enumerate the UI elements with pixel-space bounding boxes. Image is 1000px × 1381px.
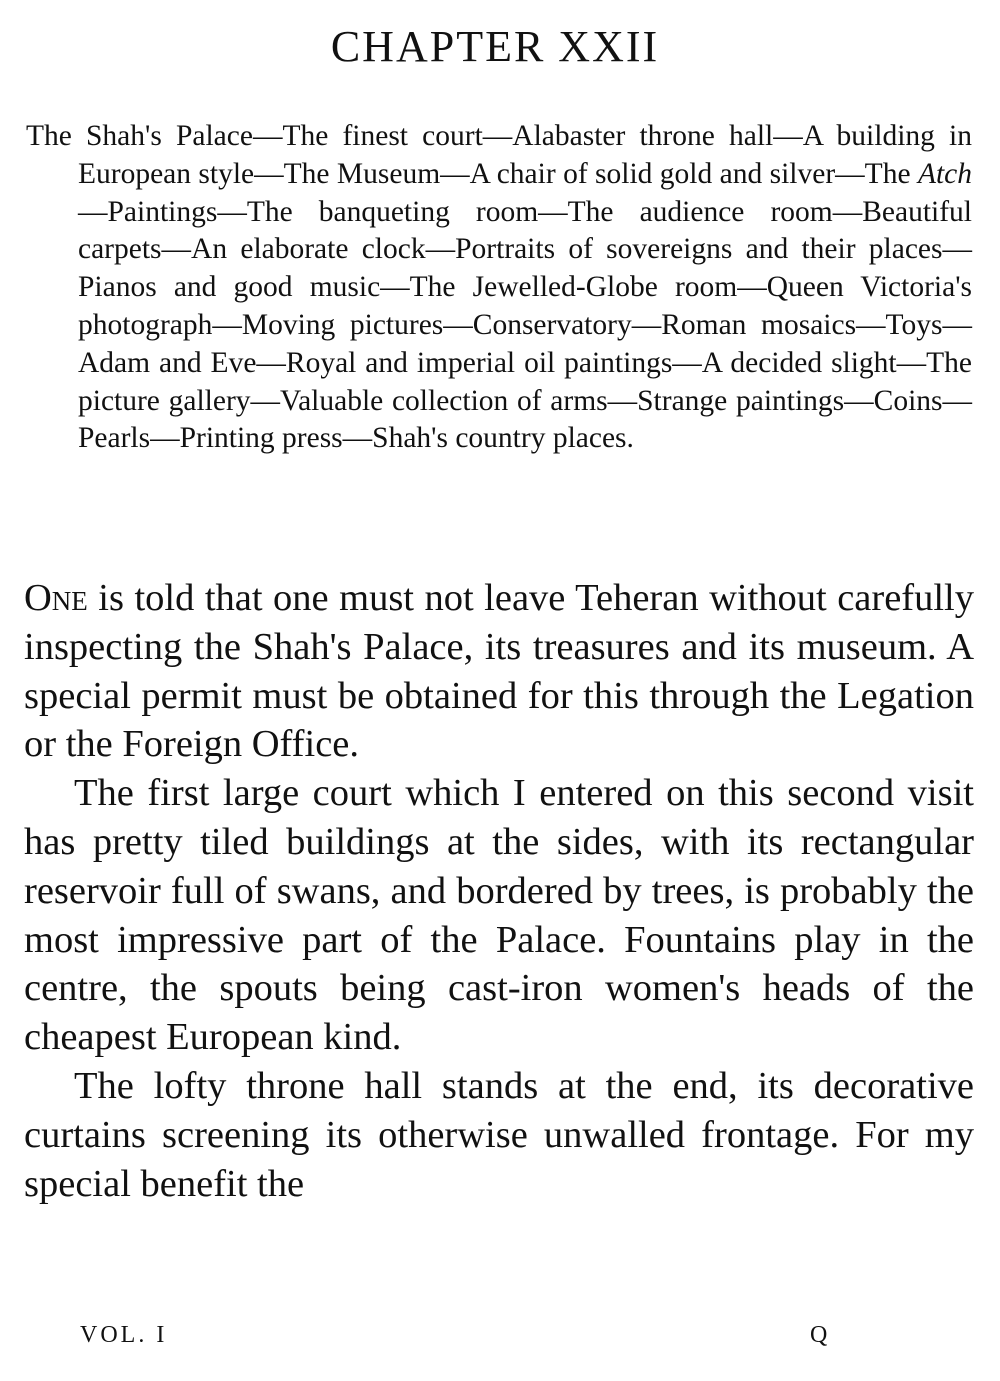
paragraph-1-lead-word: One xyxy=(24,577,88,619)
synopsis-text-part1: The Shah's Palace—The finest court—Alabaster throne hall—A building in European style—The Museum—A chair of solid gold and silver—The xyxy=(26,120,972,190)
paragraph-3: The lofty throne hall stands at the end, its decorative curtains screening its otherwise unwalled frontage. For my special benefit the xyxy=(24,1064,974,1205)
synopsis-text-part2: —Paintings—The banqueting room—The audience room—Beautiful carpets—An elaborate clock—Portraits of sovereigns and their places—Pianos and good music—The Jewelled-Globe room—Queen Victoria's photograph—Moving pictures—Conservatory—Roman mosaics—Toys—Adam and Eve—Royal and imperial oil paintings—A decided slight—The picture gallery—Valuable collection of arms—Strange paintings—Coins—Pearls—Printing press—Shah's country places. xyxy=(78,195,972,455)
synopsis-italic-word: Atch xyxy=(917,157,972,190)
paragraph-2: The first large court which I entered on this second visit has pretty tiled buildings at the sides, with its rectangular reservoir full of swans, and bordered by trees, is probably the most impressive part of the Palace. Fountains play in the centre, the spouts being cast-iron women's heads of the cheapest European kind. xyxy=(24,772,974,1059)
paragraph-1 xyxy=(24,574,974,769)
chapter-title: CHAPTER XXII xyxy=(330,22,660,71)
chapter-synopsis xyxy=(26,118,972,458)
footer-signature-mark: Q xyxy=(810,1322,828,1348)
paragraph-1-text: is told that one must not leave Teheran without carefully inspecting the Shah's Palace, its treasures and its museum. A special permit must be obtained for this through the Legation or the Foreign Office. xyxy=(24,577,974,766)
footer-volume: VOL. I xyxy=(80,1322,168,1348)
body-text xyxy=(24,574,974,1208)
